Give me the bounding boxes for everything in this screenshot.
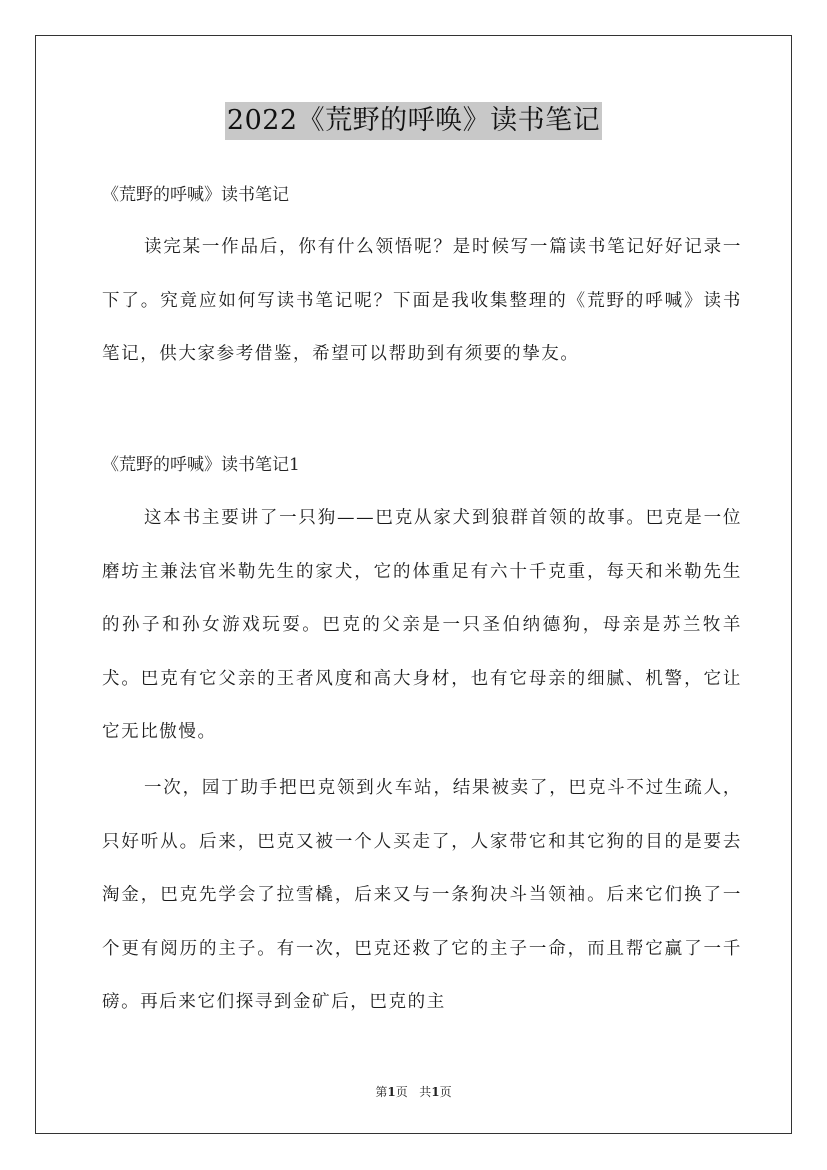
section-heading: 《荒野的呼喊》读书笔记1: [102, 455, 300, 475]
intro-paragraph: 读完某一作品后，你有什么领悟呢？是时候写一篇读书笔记好好记录一下了。究竟应如何写读书笔记呢？下面是我收集整理的《荒野的呼喊》读书笔记，供大家参考借鉴，希望可以帮助到有须要的挚友。: [102, 237, 742, 364]
total-suffix: 页: [439, 1085, 452, 1099]
page-prefix: 第: [375, 1085, 388, 1099]
page-footer: [0, 1084, 827, 1100]
page-suffix: 页: [395, 1085, 408, 1099]
body-paragraph-2: 一次，园丁助手把巴克领到火车站，结果被卖了，巴克斗不过生疏人，只好听从。后来，巴克又被一个人买走了，人家带它和其它狗的目的是要去淘金，巴克先学会了拉雪橇，后来又与一条狗决斗当领袖。后来它们换了一个更有阅历的主子。有一次，巴克还救了它的主子一命，而且帮它赢了一千磅。再后来它们探寻到金矿后，巴克的主: [102, 778, 742, 1012]
body-paragraph-1: 这本书主要讲了一只狗——巴克从家犬到狼群首领的故事。巴克是一位磨坊主兼法官米勒先生的家犬，它的体重足有六十千克重，每天和米勒先生的孙子和孙女游戏玩耍。巴克的父亲是一只圣伯纳德狗，母亲是苏兰牧羊犬。巴克有它父亲的王者风度和高大身材，也有它母亲的细腻、机警，它让它无比傲慢。: [102, 508, 742, 742]
total-prefix: 共: [419, 1085, 432, 1099]
title-container: [0, 102, 827, 140]
total-pages: 1: [431, 1085, 440, 1099]
page-number: 1: [387, 1085, 396, 1099]
document-title: 2022《荒野的呼唤》读书笔记: [225, 102, 602, 140]
document-subtitle: 《荒野的呼喊》读书笔记: [102, 185, 289, 205]
